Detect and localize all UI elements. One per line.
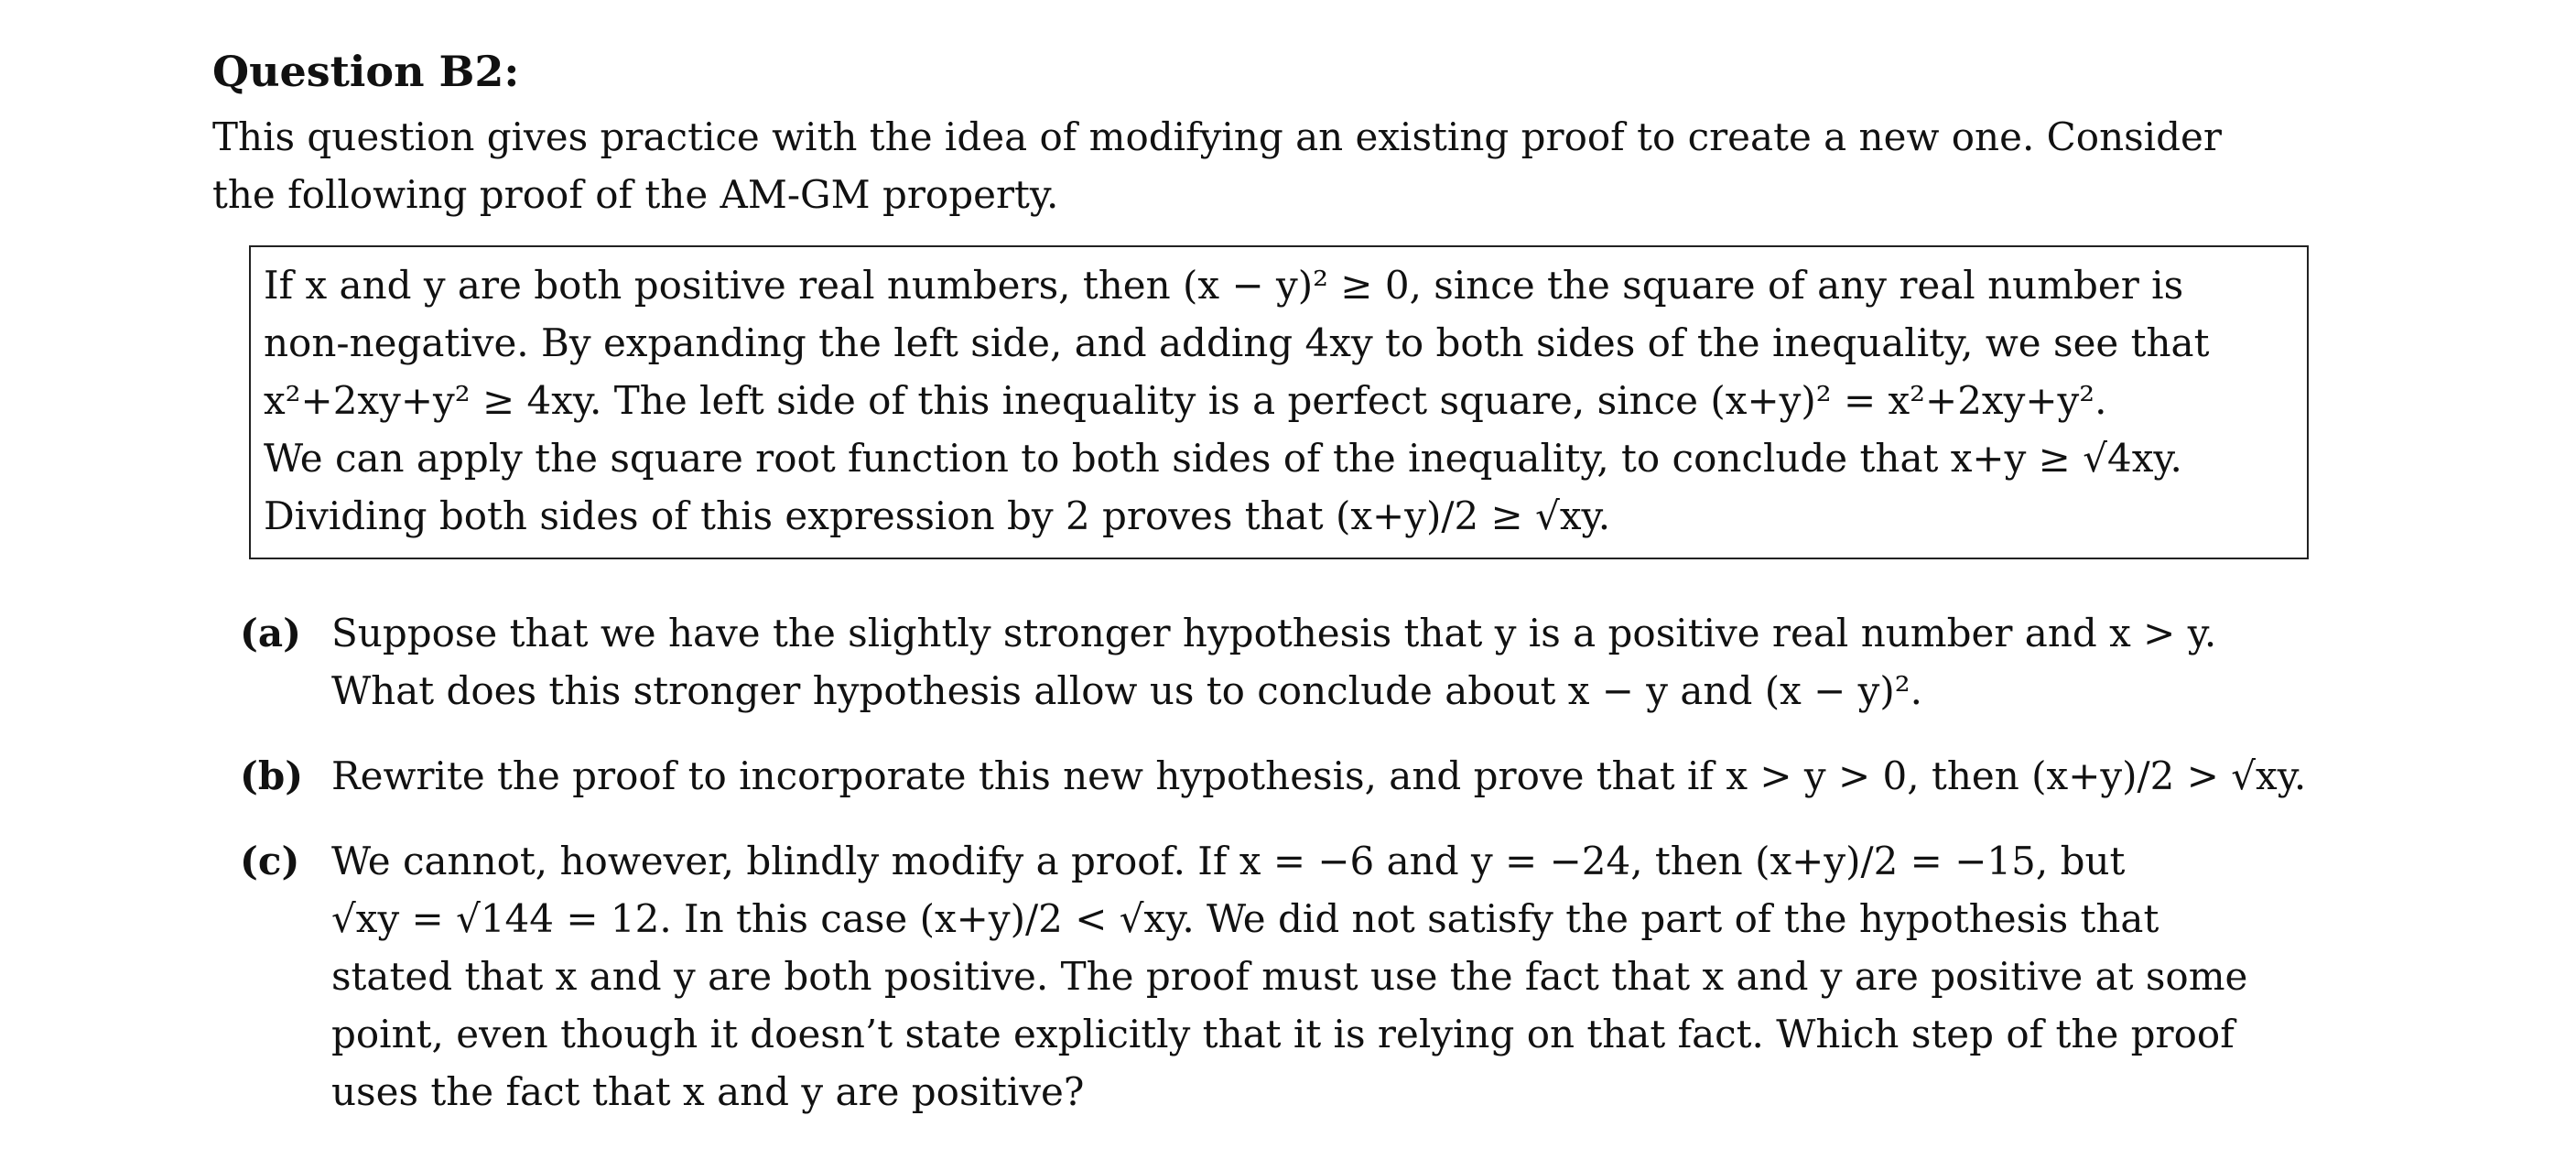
part-line: What does this stronger hypothesis allow us to conclude about x − y and (x − y)². — [331, 668, 1922, 713]
proof-line: If x and y are both positive real numbers, then (x − y)² ≥ 0, since the square of any real number is — [264, 263, 2184, 308]
part-line: We cannot, however, blindly modify a proof. If x = −6 and y = −24, then (x+y)/2 = −15, but — [331, 839, 2126, 883]
part-label: (c) — [240, 839, 300, 883]
proof-line: non-negative. By expanding the left side, and adding 4xy to both sides of the inequality, we see that — [264, 320, 2210, 365]
intro-line: the following proof of the AM-GM property. — [212, 172, 1059, 217]
part-line: Rewrite the proof to incorporate this new hypothesis, and prove that if x > y > 0, then (x+y)/2 > √xy. — [331, 753, 2307, 798]
proof-line: x²+2xy+y² ≥ 4xy. The left side of this inequality is a perfect square, since (x+y)² = x²+2xy+y². — [264, 378, 2107, 423]
question-parts — [240, 604, 2364, 1148]
part-body — [331, 747, 2364, 805]
question-page — [212, 44, 2364, 223]
proof-line: We can apply the square root function to both sides of the inequality, to conclude that x+y ≥ √4xy. — [264, 436, 2182, 481]
part-a — [240, 604, 2364, 720]
part-line: uses the fact that x and y are positive? — [331, 1069, 1085, 1114]
part-body — [331, 604, 2364, 720]
part-line: point, even though it doesn’t state explicitly that it is relying on that fact. Which step of the proof — [331, 1012, 2235, 1056]
part-line: Suppose that we have the slightly stronger hypothesis that y is a positive real number and x > y. — [331, 611, 2217, 655]
proof-line: Dividing both sides of this expression by 2 proves that (x+y)/2 ≥ √xy. — [264, 493, 1611, 538]
part-body — [331, 832, 2364, 1121]
part-label: (b) — [240, 753, 304, 798]
part-label: (a) — [240, 611, 301, 655]
intro-line: This question gives practice with the idea of modifying an existing proof to create a new one. Consider — [212, 114, 2222, 159]
question-title: Question B2: — [212, 47, 520, 96]
part-line: stated that x and y are both positive. The proof must use the fact that x and y are positive at some — [331, 954, 2248, 999]
question-intro — [212, 108, 2364, 223]
part-c — [240, 832, 2364, 1121]
part-line: √xy = √144 = 12. In this case (x+y)/2 < √xy. We did not satisfy the part of the hypothesis that — [331, 896, 2159, 941]
part-b — [240, 747, 2364, 805]
proof-box — [249, 245, 2309, 559]
